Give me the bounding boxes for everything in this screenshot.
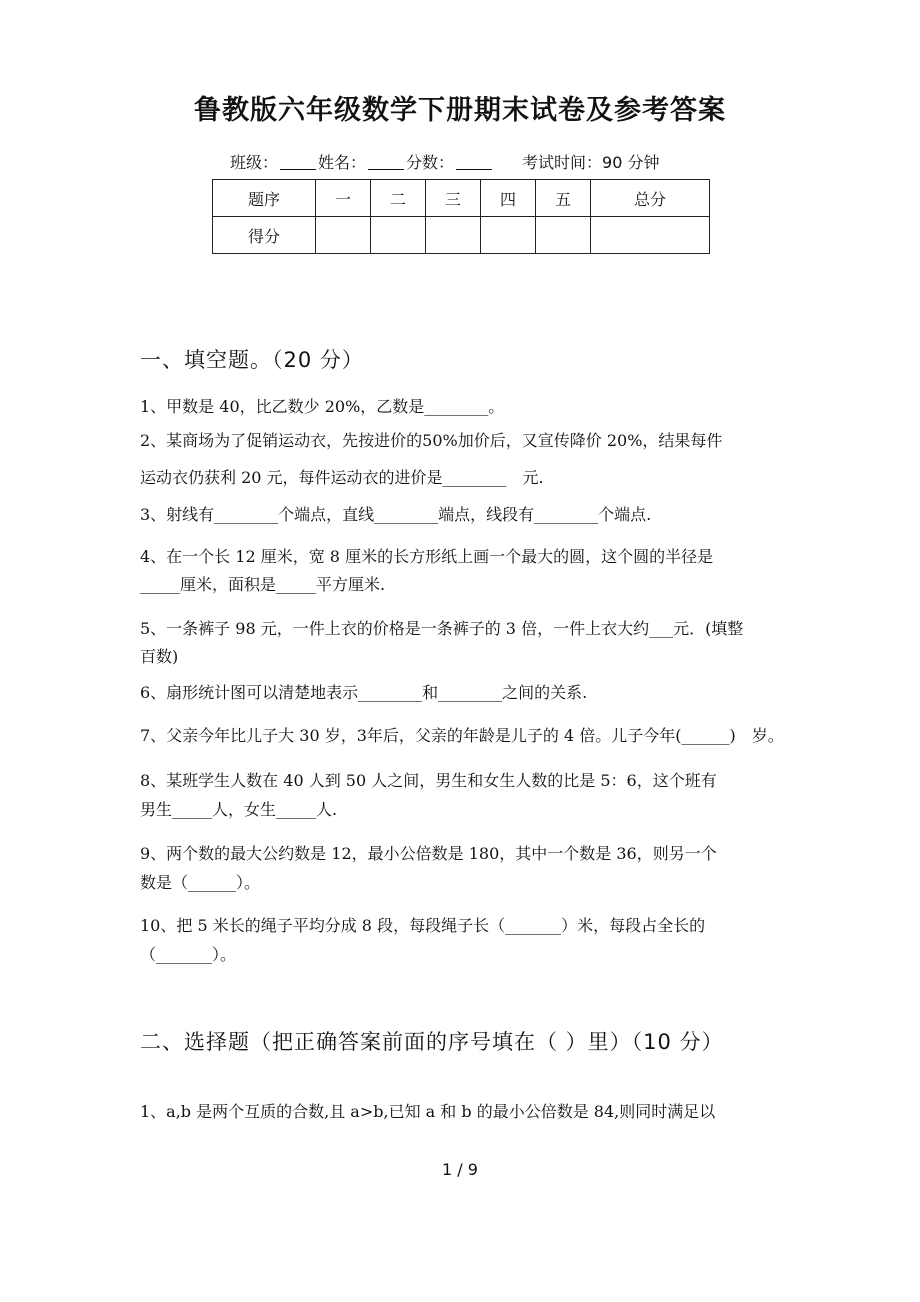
class-label: 班级： <box>230 153 279 172</box>
question-line: 4、在一个长 12 厘米，宽 8 厘米的长方形纸上画一个最大的圆，这个圆的半径是 <box>140 547 714 566</box>
question-line: 3、射线有________个端点，直线________端点，线段有________个端点. <box>140 505 652 524</box>
exam-info-line <box>230 150 660 173</box>
score-header-cell: 四 <box>481 180 536 217</box>
question-line: 9、两个数的最大公约数是 12，最小公倍数是 180，其中一个数是 36，则另一个 <box>140 844 717 863</box>
score-cell <box>481 217 536 254</box>
name-blank <box>368 153 404 170</box>
question-line: _____厘米，面积是_____平方厘米. <box>140 575 386 594</box>
score-cell <box>536 217 591 254</box>
score-header-cell: 三 <box>426 180 481 217</box>
class-blank <box>280 153 316 170</box>
score-table <box>212 179 710 254</box>
question-line: 7、父亲今年比儿子大 30 岁，3年后，父亲的年龄是儿子的 4 倍。儿子今年(______) 岁。 <box>140 726 784 745</box>
exam-time: 考试时间：90 分钟 <box>522 153 660 172</box>
section1-heading: 一、填空题。（20 分） <box>140 348 364 372</box>
question-line: （_______）。 <box>140 945 237 964</box>
question-line: 8、某班学生人数在 40 人到 50 人之间，男生和女生人数的比是 5：6，这个班有 <box>140 771 717 790</box>
question-line: 百数) <box>140 647 179 666</box>
score-row-label: 得分 <box>213 217 316 254</box>
question-line: 1、a,b 是两个互质的合数,且 a>b,已知 a 和 b 的最小公倍数是 84,则同时满足以 <box>140 1102 716 1121</box>
question-line: 运动衣仍获利 20 元，每件运动衣的进价是________ 元. <box>140 468 544 487</box>
score-cell <box>316 217 371 254</box>
question-line: 男生_____人，女生_____人. <box>140 800 338 819</box>
question-line: 10、把 5 米长的绳子平均分成 8 段，每段绳子长（_______）米，每段占全长的 <box>140 916 706 935</box>
score-table-header-row <box>213 180 710 217</box>
question-line: 2、某商场为了促销运动衣，先按进价的50%加价后，又宣传降价 20%，结果每件 <box>140 431 723 450</box>
score-header-cell: 五 <box>536 180 591 217</box>
question-line: 5、一条裤子 98 元，一件上衣的价格是一条裤子的 3 倍，一件上衣大约___元．(填整 <box>140 619 744 638</box>
score-blank <box>456 153 492 170</box>
score-header-cell: 二 <box>371 180 426 217</box>
name-label: 姓名： <box>318 153 367 172</box>
score-cell <box>426 217 481 254</box>
document-title: 鲁教版六年级数学下册期末试卷及参考答案 <box>194 95 726 126</box>
score-header-cell: 总分 <box>591 180 710 217</box>
score-cell <box>591 217 710 254</box>
question-line: 数是（______）。 <box>140 873 261 892</box>
section2-heading: 二、选择题（把正确答案前面的序号填在（ ）里）（10 分） <box>140 1030 724 1054</box>
score-header-cell: 一 <box>316 180 371 217</box>
score-cell <box>371 217 426 254</box>
score-table-score-row <box>213 217 710 254</box>
score-label: 分数： <box>406 153 455 172</box>
question-line: 1、甲数是 40，比乙数少 20%，乙数是________。 <box>140 397 505 416</box>
page-number: 1 / 9 <box>442 1160 478 1179</box>
question-line: 6、扇形统计图可以清楚地表示________和________之间的关系. <box>140 683 588 702</box>
score-header-cell: 题序 <box>213 180 316 217</box>
